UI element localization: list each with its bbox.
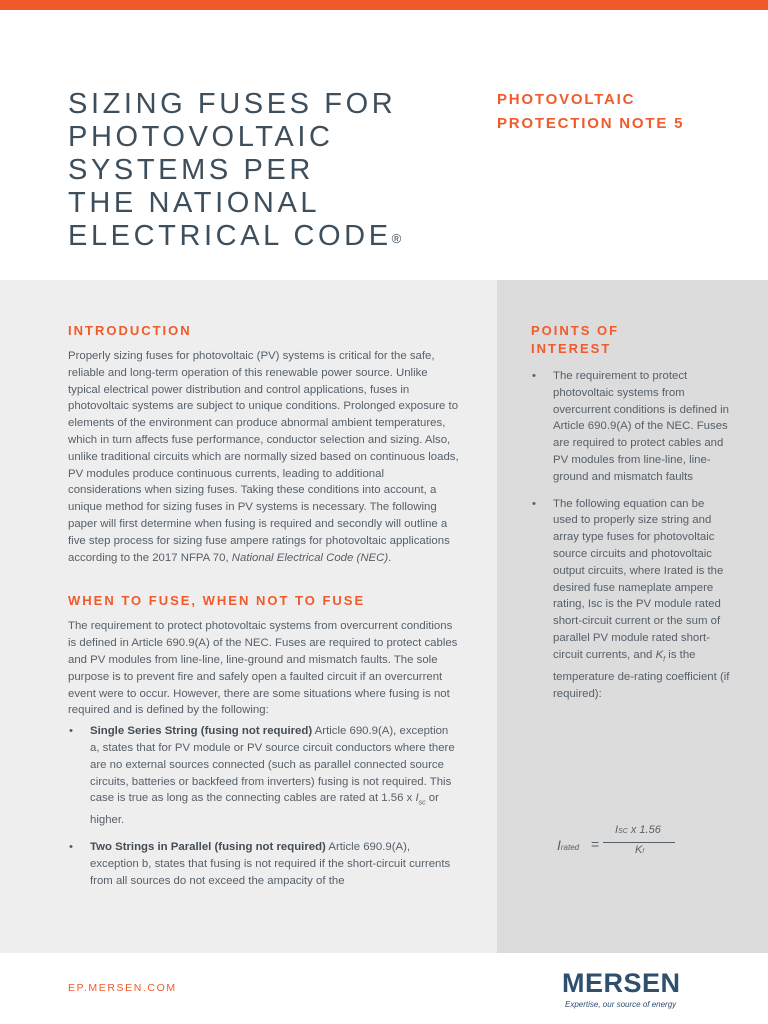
poi-text: The following equation can be used to properly size string and array type fuses for photovoltaic source circuits and photovoltaic output circuits, where Irated is the desired fuse nameplate ampere rating, Isc is the PV module rated short-circuit current or the sum of parallel PV module rated short-circuit currents, and bbox=[553, 497, 724, 661]
num-sub: SC bbox=[618, 828, 628, 835]
num-rest: x 1.56 bbox=[627, 824, 661, 836]
list-item bbox=[68, 839, 460, 889]
den-var: K bbox=[635, 844, 643, 856]
poi-heading-line: INTEREST bbox=[531, 341, 612, 356]
den-sub: f bbox=[642, 849, 645, 855]
equals-sign: = bbox=[591, 836, 600, 852]
equation-denominator bbox=[635, 844, 644, 856]
document-title bbox=[68, 88, 468, 253]
list-item bbox=[531, 496, 731, 703]
bullet-var: I bbox=[415, 792, 419, 805]
bullet-sub: sc bbox=[418, 799, 426, 807]
poi-var: K bbox=[655, 648, 664, 661]
top-accent-bar bbox=[0, 0, 768, 10]
equation-numerator bbox=[615, 824, 661, 836]
when-heading: WHEN TO FUSE, WHEN NOT TO FUSE bbox=[68, 593, 366, 609]
poi-sub: f bbox=[663, 656, 666, 664]
logo-tagline: Expertise, our source of energy bbox=[565, 1000, 677, 1009]
poi-bullet-list bbox=[531, 368, 731, 702]
poi-heading bbox=[531, 322, 731, 358]
when-paragraph: The requirement to protect photovoltaic systems from overcurrent conditions is defined in Article 690.9(A) of the NEC. Fuses are required to protect cables and PV modules from line-line, line-ground and mismatch faults. The sole purpose is to prevent fire and safely open a faulted circuit if an overcurrent event were to occur. However, there are some situations where fusing is not required and is defined by the following: bbox=[68, 620, 458, 717]
intro-body-end: . bbox=[388, 551, 392, 564]
title-line: PHOTOVOLTAIC bbox=[68, 121, 334, 153]
bullet-title: Two Strings in Parallel (fusing not required) bbox=[90, 841, 326, 854]
note-line: PHOTOVOLTAIC bbox=[497, 91, 636, 108]
fuse-rating-equation bbox=[557, 822, 727, 862]
title-line: SIZING FUSES FOR bbox=[68, 88, 397, 120]
main-content bbox=[68, 322, 460, 900]
website-link[interactable]: EP.MERSEN.COM bbox=[68, 982, 177, 994]
intro-body-italic: National Electrical Code (NEC) bbox=[231, 551, 389, 564]
logo-wordmark: MERSEN bbox=[562, 968, 681, 998]
title-line: SYSTEMS PER bbox=[68, 154, 314, 186]
intro-body: Properly sizing fuses for photovoltaic (PV) systems is critical for the safe, reliable and long-term operation of this renewable power source. Unlike typical electrical power distribution and control applications, fuses in photovoltaic systems are subject to unique conditions. Prolonged exposure to elements of the environment can produce abnormal ambient temperatures, which in turn affects fuse performance, conductor selection and sizing. Also, unlike traditional circuits which are normally sized based on continuous loads, PV modules produce continuous currents, leading to additional considerations when sizing fuses. Taking these conditions into account, a unique method for sizing fuses in PV systems is necessary. The following paper will first determine when fusing is required and secondly will outline a five step process for sizing fuse ampere ratings for photovoltaic applications according to the 2017 NFPA 70, bbox=[68, 350, 459, 564]
note-line: PROTECTION NOTE 5 bbox=[497, 115, 685, 132]
list-item bbox=[68, 723, 460, 829]
poi-text-end: is the temperature de-rating coefficient (if required): bbox=[553, 648, 730, 700]
bullet-text: Article 690.9(A), exception a, states that for PV module or PV source circuit conductors where there are no external sources connected (such as parallel connected source circuits, batteries or backfeed from inverters) fusing is not required. This case is true as long as the connecting cables are rated at 1.56 x bbox=[90, 725, 455, 805]
intro-paragraph bbox=[68, 348, 460, 566]
num-var: I bbox=[615, 824, 619, 836]
bullet-tail: or higher. bbox=[90, 792, 439, 827]
points-of-interest bbox=[531, 322, 731, 712]
title-line: ELECTRICAL CODE bbox=[68, 220, 392, 252]
lhs-sub: rated bbox=[560, 843, 580, 852]
list-item: • The requirement to protect photovoltaic systems from overcurrent conditions is defined in Article 690.9(A) of the NEC. Fuses are required to protect cables and PV modules from line-line, line-ground and mismatch faults bbox=[531, 368, 731, 486]
bullet-title: Single Series String (fusing not required) bbox=[90, 725, 313, 738]
fraction-bar bbox=[603, 842, 675, 843]
equation-lhs bbox=[557, 837, 579, 853]
poi-heading-line: POINTS OF bbox=[531, 323, 620, 338]
title-line: THE NATIONAL bbox=[68, 187, 321, 219]
mersen-logo bbox=[562, 968, 712, 1010]
protection-note-label bbox=[497, 88, 757, 136]
when-bullet-list bbox=[68, 723, 460, 889]
registered-mark: ® bbox=[391, 231, 402, 246]
bullet-text: Article 690.9(A), exception b, states that fusing is not required if the short-circuit currents from all sources do not exceed the ampacity of the bbox=[90, 841, 451, 887]
intro-heading: INTRODUCTION bbox=[68, 323, 192, 338]
lhs-var: I bbox=[557, 837, 561, 853]
